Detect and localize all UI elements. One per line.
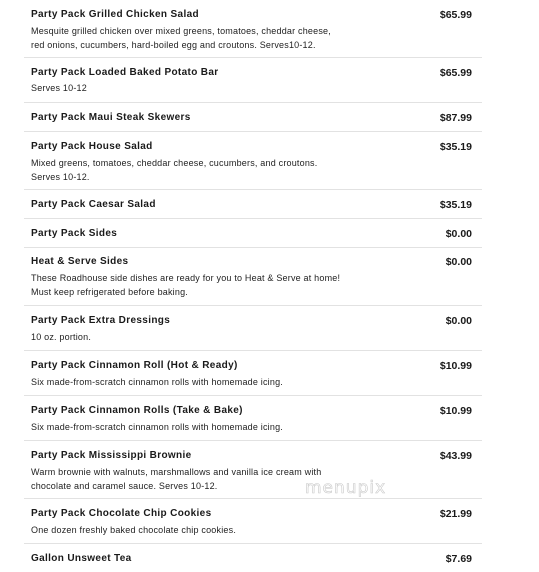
item-description: Six made-from-scratch cinnamon rolls with homemade icing. bbox=[31, 422, 283, 432]
item-price: $35.19 bbox=[439, 141, 472, 153]
item-name: Party Pack Mississippi Brownie bbox=[31, 450, 192, 461]
item-price: $65.99 bbox=[439, 67, 472, 79]
item-price: $0.00 bbox=[445, 228, 472, 240]
item-name: Party Pack Extra Dressings bbox=[31, 315, 171, 326]
item-price: $10.99 bbox=[439, 360, 472, 372]
menu-item bbox=[24, 544, 482, 572]
item-price: $0.00 bbox=[445, 315, 472, 327]
menu-item bbox=[24, 248, 482, 306]
menu-item bbox=[24, 58, 482, 103]
item-name: Party Pack Maui Steak Skewers bbox=[31, 112, 191, 123]
item-price: $7.69 bbox=[445, 553, 472, 565]
item-description: Six made-from-scratch cinnamon rolls with homemade icing. bbox=[31, 377, 283, 387]
menu-item bbox=[24, 103, 482, 132]
item-name: Party Pack Cinnamon Rolls (Take & Bake) bbox=[31, 405, 243, 416]
item-name: Gallon Unsweet Tea bbox=[31, 553, 132, 564]
item-description: Mesquite grilled chicken over mixed greens, tomatoes, cheddar cheese, red onions, cucumbers, hard-boiled egg and croutons. Serves10-12. bbox=[31, 26, 331, 50]
item-description: Mixed greens, tomatoes, cheddar cheese, cucumbers, and croutons. Serves 10-12. bbox=[31, 158, 318, 182]
menu-item bbox=[24, 351, 482, 396]
menu-item bbox=[24, 499, 482, 544]
menu-item bbox=[24, 132, 482, 190]
item-description: 10 oz. portion. bbox=[31, 332, 92, 342]
item-name: Party Pack House Salad bbox=[31, 141, 153, 152]
menu-item bbox=[24, 441, 482, 499]
item-name: Party Pack Cinnamon Roll (Hot & Ready) bbox=[31, 360, 238, 371]
item-price: $0.00 bbox=[445, 256, 472, 268]
item-name: Party Pack Sides bbox=[31, 228, 118, 239]
item-name: Party Pack Chocolate Chip Cookies bbox=[31, 508, 212, 519]
menu-item bbox=[24, 396, 482, 441]
item-description: Serves 10-12 bbox=[31, 83, 87, 93]
item-description: Warm brownie with walnuts, marshmallows and vanilla ice cream with chocolate and caramel sauce. Serves 10-12. bbox=[31, 467, 322, 491]
item-description: These Roadhouse side dishes are ready for you to Heat & Serve at home! Must keep refrigerated before baking. bbox=[31, 273, 341, 297]
menu-item bbox=[24, 219, 482, 248]
item-price: $21.99 bbox=[439, 508, 472, 520]
menu-item bbox=[24, 190, 482, 219]
menu-item bbox=[24, 306, 482, 351]
item-price: $10.99 bbox=[439, 405, 472, 417]
menu-list bbox=[24, 0, 482, 572]
item-name: Party Pack Grilled Chicken Salad bbox=[31, 9, 199, 20]
item-name: Party Pack Loaded Baked Potato Bar bbox=[31, 67, 219, 78]
item-description: One dozen freshly baked chocolate chip cookies. bbox=[31, 525, 237, 535]
item-name: Heat & Serve Sides bbox=[31, 256, 129, 267]
item-price: $65.99 bbox=[439, 9, 472, 21]
item-price: $35.19 bbox=[439, 199, 472, 211]
item-name: Party Pack Caesar Salad bbox=[31, 199, 156, 210]
menu-item bbox=[24, 0, 482, 58]
watermark-logo: menupix bbox=[305, 478, 387, 498]
item-price: $87.99 bbox=[439, 112, 472, 124]
item-price: $43.99 bbox=[439, 450, 472, 462]
